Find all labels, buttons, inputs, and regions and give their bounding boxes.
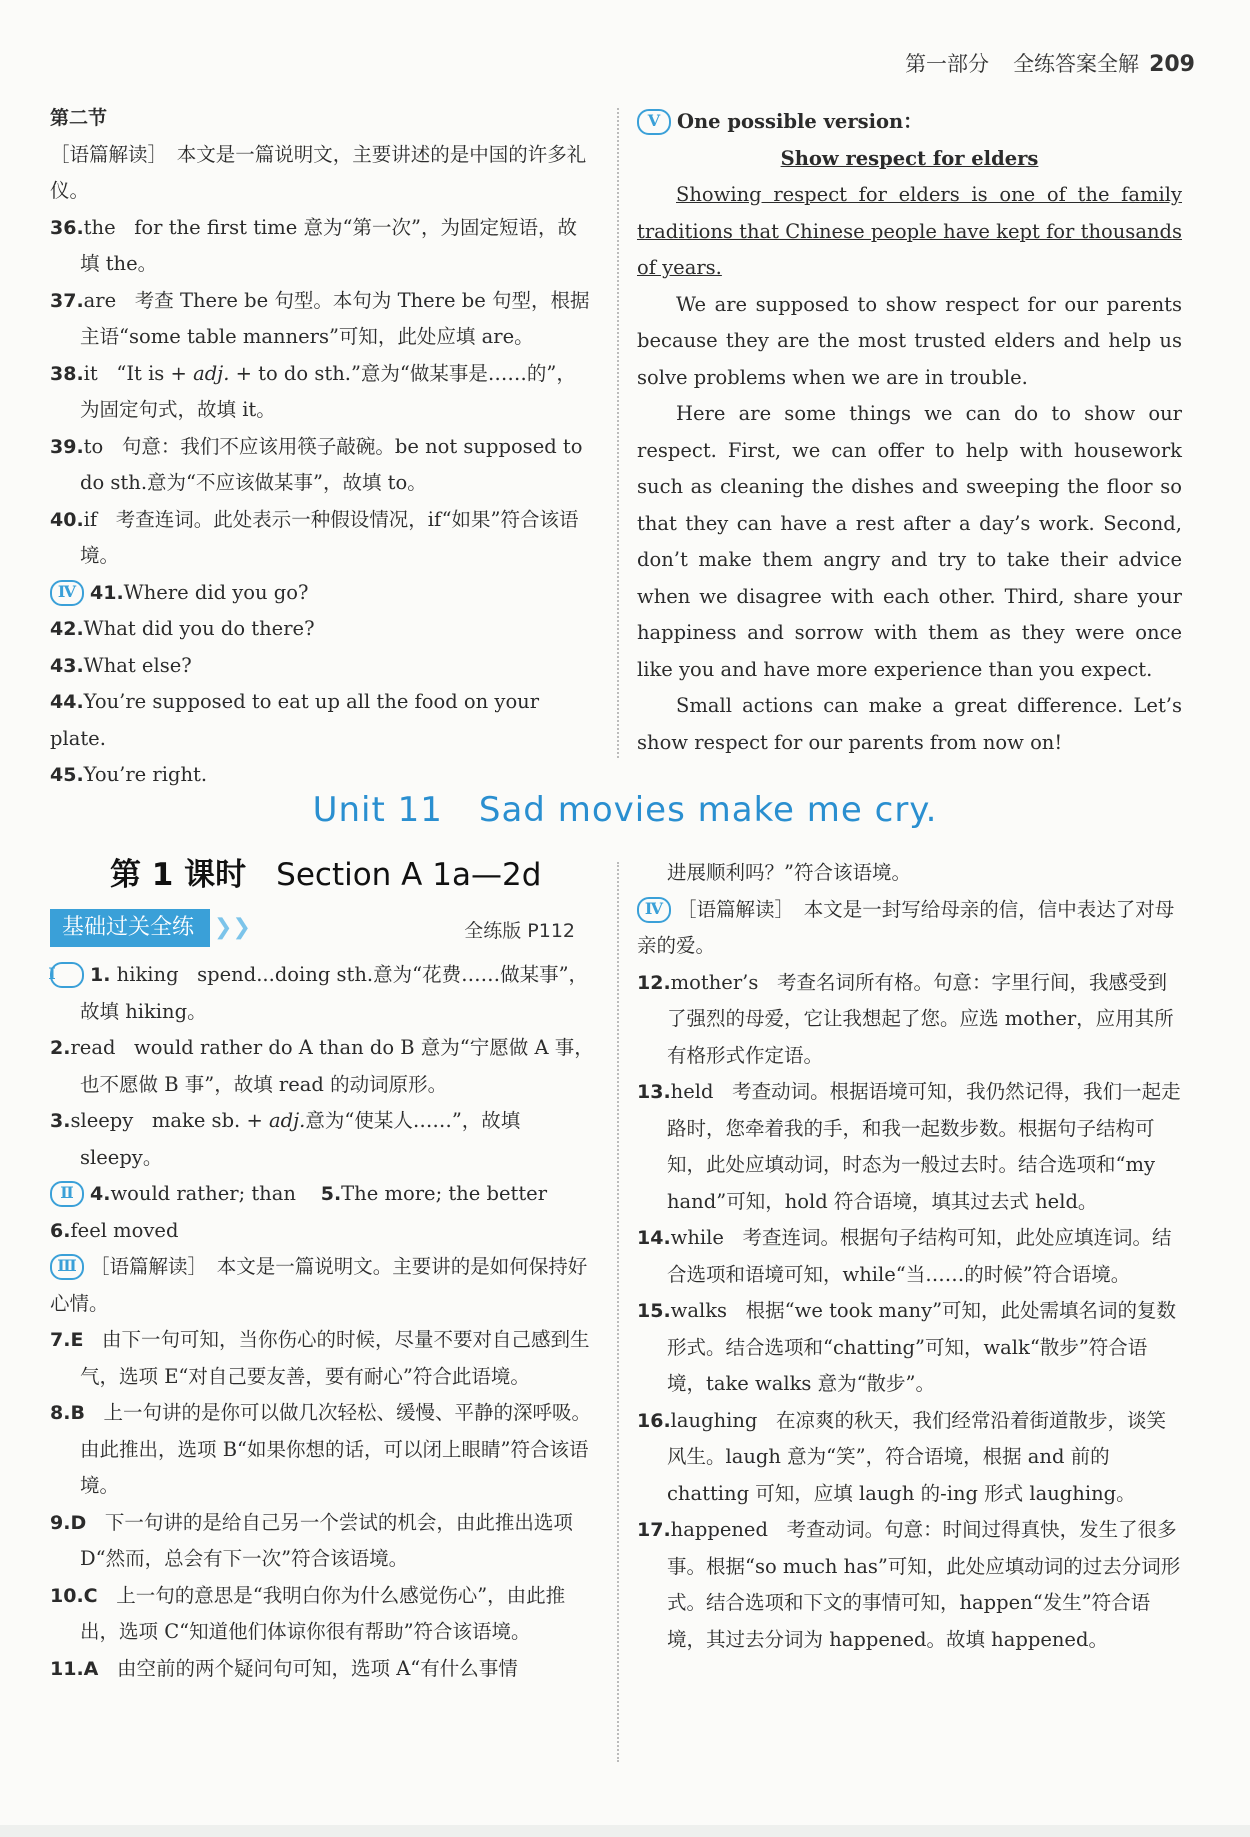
answer-item: 6.feel moved <box>50 1218 179 1242</box>
answer-item: 13.held 考查动词。根据语境可知，我仍然记得，我们一起走路时，您牵着我的手，和我一起数步数。根据句子结构可知，此处应填动词，时态为一般过去时。结合选项和“my hand”可知，hold 符合语境，填其过去式 held。 <box>637 1080 1181 1213</box>
header-part: 第一部分 <box>905 52 990 76</box>
answer-item: 40.if 考查连词。此处表示一种假设情况，if“如果”符合该语境。 <box>50 507 579 567</box>
section-title: 第二节 <box>50 107 108 129</box>
answer-item: 10.C 上一句的意思是“我明白你为什么感觉伤心”，由此推出，选项 C“知道他们体谅你很有帮助”符合该语境。 <box>50 1583 566 1643</box>
unit-title <box>0 790 1250 830</box>
essay-paragraph: We are supposed to show respect for our parents because they are the most trusted elders and help us solve problems when we are in trouble. <box>637 292 1182 389</box>
answer-item: 37.are 考查 There be 句型。本句为 There be 句型，根据主语“some table manners”可知，此处应填 are。 <box>50 288 590 348</box>
answer-item: 3.sleepy make sb. + adj.意为“使某人……”，故填 sleepy。 <box>50 1109 521 1169</box>
analysis-text: Ⅲ ［语篇解读］ 本文是一篇说明文。主要讲的是如何保持好心情。 <box>50 1255 588 1315</box>
analysis-text: ［语篇解读］ 本文是一篇说明文，主要讲述的是中国的许多礼仪。 <box>50 142 587 202</box>
page-number: 209 <box>1149 52 1195 77</box>
answer-item: 36.the for the first time 意为“第一次”，为固定短语，故填 the。 <box>50 215 577 275</box>
roman-numeral-badge: Ⅱ <box>50 1181 84 1207</box>
essay-paragraph: Here are some things we can do to show our respect. First, we can offer to help with housework such as cleaning the dishes and sweeping the floor so that they can have a rest after a day’s work. Second, don’t make them angry and try to take their advice when we disagree with each other. Third, share your happiness and sorrow with them as they were once like you and have more experience than you expect. <box>637 402 1182 681</box>
roman-numeral-badge: Ⅴ <box>637 109 671 135</box>
answer-item: 17.happened 考查动词。句意：时间过得真快，发生了很多事。根据“so much has”可知，此处应填动词的过去分词形式。结合选项和下文的事情可知，happen“发生”符合语境，其过去分词为 happened。故填 happened。 <box>637 1518 1181 1651</box>
dialog-item: 45.You’re right. <box>50 763 208 786</box>
answer-item: 7.E 由下一句可知，当你伤心的时候，尽量不要对自己感到生气，选项 E“对自己要友善，要有耐心”符合此语境。 <box>50 1328 590 1388</box>
roman-numeral-badge: Ⅳ <box>50 580 84 606</box>
left-bottom-column <box>50 855 595 1687</box>
chevron-right-icon: ❯❯ <box>214 915 251 940</box>
answer-item: 39.to 句意：我们不应该用筷子敲碗。be not supposed to do sth.意为“不应该做某事”，故填 to。 <box>50 434 583 494</box>
answer-item: 38.it “It is + adj. + to do sth.”意为“做某事是……的”，为固定句式，故填 it。 <box>50 361 576 421</box>
answer-item: 15.walks 根据“we took many”可知，此处需填名词的复数形式。结合选项和“chatting”可知，walk“散步”符合语境，take walks 意为“散步”。 <box>637 1299 1177 1395</box>
header-book: 全练答案全解 <box>1013 52 1140 76</box>
page-header <box>905 48 1195 78</box>
roman-numeral-badge: Ⅲ <box>50 1254 84 1280</box>
answer-item: 9.D 下一句讲的是给自己另一个尝试的机会，由此推出选项 D“然而，总会有下一次”符合该语境。 <box>50 1510 573 1570</box>
answer-item: Ⅱ 4.would rather; than 5.The more; the better <box>50 1176 595 1213</box>
dialog-item: 44.You’re supposed to eat up all the food on your plate. <box>50 690 540 750</box>
analysis-text: Ⅳ ［语篇解读］ 本文是一封写给母亲的信，信中表达了对母亲的爱。 <box>637 897 1175 957</box>
dialog-item: Ⅳ 41.Where did you go? <box>50 575 595 612</box>
unit-name: Sad movies make me cry. <box>478 790 938 830</box>
answer-item: 12.mother’s 考查名词所有格。句意：字里行间，我感受到了强烈的母爱，它让我想起了您。应选 mother，应用其所有格形式作定语。 <box>637 970 1174 1067</box>
dialog-item: 43.What else? <box>50 653 192 677</box>
roman-numeral-badge: Ⅰ <box>50 962 84 988</box>
essay-title: Show respect for elders <box>780 146 1039 170</box>
left-top-column <box>50 100 595 794</box>
answer-item: 14.while 考查连词。根据句子结构可知，此处应填连词。结合选项和语境可知，while“当……的时候”符合语境。 <box>637 1226 1172 1286</box>
answer-item: Ⅰ 1. hiking spend...doing sth.意为“花费……做某事”，故填 hiking。 <box>48 963 589 1023</box>
column-divider <box>617 862 619 1762</box>
essay-paragraph: Showing respect for elders is one of the family traditions that Chinese people have kept for thousands of years. <box>637 183 1182 279</box>
right-bottom-column <box>637 855 1182 1658</box>
column-divider <box>617 108 619 758</box>
answer-item: 11.A 由空前的两个疑问句可知，选项 A“有什么事情 <box>50 1656 518 1680</box>
essay-paragraph: Small actions can make a great difference. Let’s show respect for our parents from now on! <box>637 694 1182 754</box>
dialog-item: 42.What did you do there? <box>50 617 315 640</box>
lesson-heading: 第 1 课时 Section A 1a—2d <box>110 857 542 893</box>
exercise-banner-label: 基础过关全练 <box>50 909 210 947</box>
answer-item: 16.laughing 在凉爽的秋天，我们经常沿着街道散步，谈笑风生。laugh 意为“笑”，符合语境，根据 and 前的 chatting 可知，应填 laugh 的-ing 形式 laughing。 <box>637 1408 1167 1505</box>
right-top-column <box>637 104 1182 761</box>
answer-item: 8.B 上一句讲的是你可以做几次轻松、缓慢、平静的深呼吸。由此推出，选项 B“如果你想的话，可以闭上眼睛”符合该语境。 <box>50 1401 592 1497</box>
unit-label: Unit 11 <box>312 790 443 830</box>
continued-text: 进展顺利吗？”符合该语境。 <box>667 861 911 884</box>
exercise-banner <box>50 909 595 953</box>
exercise-reference: 全练版 P112 <box>464 920 575 942</box>
answer-item: 2.read would rather do A than do B 意为“宁愿做 A 事，也不愿做 B 事”，故填 read 的动词原形。 <box>50 1036 594 1096</box>
roman-numeral-badge: Ⅳ <box>637 897 671 923</box>
version-label: Ⅴ One possible version： <box>637 104 1182 141</box>
page-bottom-edge <box>0 1825 1250 1837</box>
